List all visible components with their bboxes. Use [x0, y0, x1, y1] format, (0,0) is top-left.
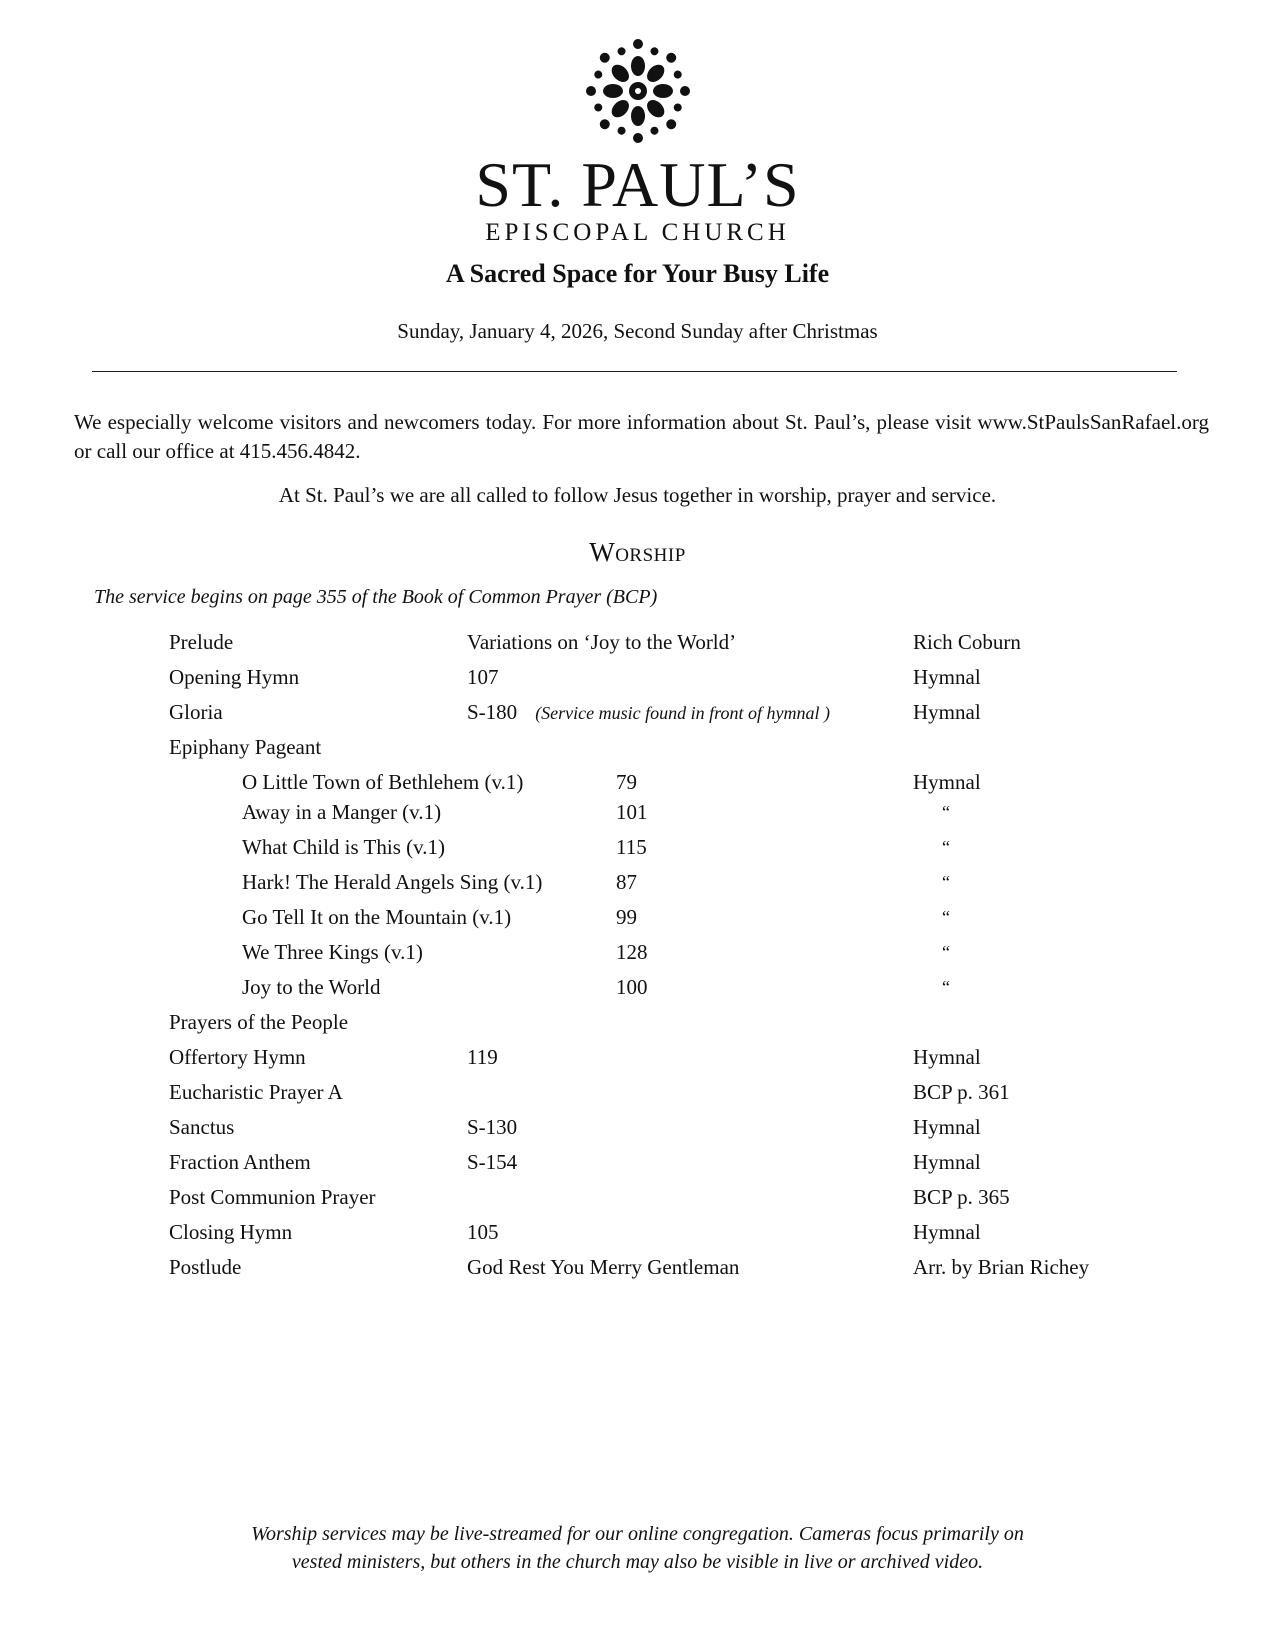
service-item: Prelude: [169, 630, 234, 654]
service-detail: 107: [467, 665, 499, 689]
pageant-row: [0, 867, 1275, 897]
ditto-mark: “: [942, 977, 950, 997]
pageant-hymn-number: 100: [616, 975, 648, 999]
bcp-note: The service begins on page 355 of the Book of Common Prayer (BCP): [94, 586, 658, 608]
service-source: Hymnal: [913, 1045, 981, 1069]
livestream-notice: [0, 1520, 1275, 1576]
tagline: A Sacred Space for Your Busy Life: [445, 259, 830, 288]
service-row: [0, 1042, 1275, 1072]
service-item: Sanctus: [169, 1115, 235, 1139]
pageant-row: [0, 937, 1275, 967]
pageant-hymn: Joy to the World: [242, 975, 381, 999]
service-row: [0, 1147, 1275, 1177]
service-row: [0, 1112, 1275, 1142]
service-detail: S-180: [467, 700, 518, 724]
mission-statement: At St. Paul’s we are all called to follow Jesus together in worship, prayer and service.: [278, 483, 997, 507]
church-subtitle: EPISCOPAL CHURCH: [485, 219, 790, 246]
service-row: [0, 627, 1275, 657]
service-row: [0, 1007, 1275, 1037]
service-source: Hymnal: [913, 700, 981, 724]
service-source: Arr. by Brian Richey: [913, 1255, 1090, 1279]
service-source: Hymnal: [913, 1150, 981, 1174]
pageant-hymn-number: 87: [616, 870, 637, 894]
pageant-row: [0, 972, 1275, 1002]
service-item: Eucharistic Prayer A: [169, 1080, 343, 1104]
service-item: Postlude: [169, 1255, 242, 1279]
pageant-hymn: Hark! The Herald Angels Sing (v.1): [242, 870, 543, 894]
pageant-hymn-number: 128: [616, 940, 648, 964]
church-name: ST. PAUL’S: [475, 149, 800, 220]
divider: [92, 371, 1177, 372]
service-source: Hymnal: [913, 770, 981, 794]
service-detail: 105: [467, 1220, 499, 1244]
service-row: [0, 697, 1275, 727]
service-item: Prayers of the People: [169, 1010, 349, 1034]
pageant-hymn: Go Tell It on the Mountain (v.1): [242, 905, 512, 929]
service-detail: S-154: [467, 1150, 518, 1174]
service-row: [0, 662, 1275, 692]
pageant-hymn: What Child is This (v.1): [242, 835, 445, 859]
service-item: Closing Hymn: [169, 1220, 293, 1244]
pageant-hymn: We Three Kings (v.1): [242, 940, 423, 964]
pageant-hymn-number: 101: [616, 800, 648, 824]
service-detail: 119: [467, 1045, 498, 1069]
ditto-mark: “: [942, 907, 950, 927]
service-row: [0, 732, 1275, 762]
service-source: Hymnal: [913, 1115, 981, 1139]
service-row: [0, 1077, 1275, 1107]
service-music-note: (Service music found in front of hymnal ): [535, 703, 830, 723]
livestream-notice-line: Worship services may be live-streamed for our online congregation. Cameras focus primarily on: [251, 1523, 1024, 1545]
service-source: Rich Coburn: [913, 630, 1021, 654]
service-item: Post Communion Prayer: [169, 1185, 376, 1209]
service-source: Hymnal: [913, 665, 981, 689]
pageant-hymn: O Little Town of Bethlehem (v.1): [242, 770, 524, 794]
ditto-mark: “: [942, 872, 950, 892]
service-row: [0, 1252, 1275, 1282]
ditto-mark: “: [942, 802, 950, 822]
service-detail: S-130: [467, 1115, 518, 1139]
service-detail-group: [467, 697, 830, 728]
pageant-row: [0, 832, 1275, 862]
service-item: Gloria: [169, 700, 223, 724]
worship-heading: Worship: [589, 537, 686, 567]
rose-window-icon: [585, 38, 691, 144]
service-source: BCP p. 365: [913, 1185, 1010, 1209]
pageant-hymn-number: 79: [616, 770, 637, 794]
pageant-hymn-number: 115: [616, 835, 647, 859]
service-item: Fraction Anthem: [169, 1150, 311, 1174]
pageant-row: [0, 797, 1275, 827]
ditto-mark: “: [942, 942, 950, 962]
pageant-row: [0, 767, 1275, 797]
service-item: Offertory Hymn: [169, 1045, 306, 1069]
pageant-hymn-number: 99: [616, 905, 637, 929]
service-row: [0, 1182, 1275, 1212]
service-item: Epiphany Pageant: [169, 735, 322, 759]
service-source: Hymnal: [913, 1220, 981, 1244]
pageant-row: [0, 902, 1275, 932]
welcome-paragraph: We especially welcome visitors and newcomers today. For more information about St. Paul’s, please visit www.StPaulsSanRafael.org or call our office at 415.456.4842.: [74, 410, 1209, 463]
ditto-mark: “: [942, 837, 950, 857]
service-source: BCP p. 361: [913, 1080, 1010, 1104]
church-logo: [0, 38, 1275, 144]
service-detail: God Rest You Merry Gentleman: [467, 1255, 740, 1279]
livestream-notice-line: vested ministers, but others in the church may also be visible in live or archived video.: [291, 1551, 984, 1573]
service-row: [0, 1217, 1275, 1247]
service-detail: Variations on ‘Joy to the World’: [467, 630, 737, 654]
pageant-hymn: Away in a Manger (v.1): [242, 800, 442, 824]
service-item: Opening Hymn: [169, 665, 300, 689]
service-date: Sunday, January 4, 2026, Second Sunday after Christmas: [397, 319, 878, 343]
